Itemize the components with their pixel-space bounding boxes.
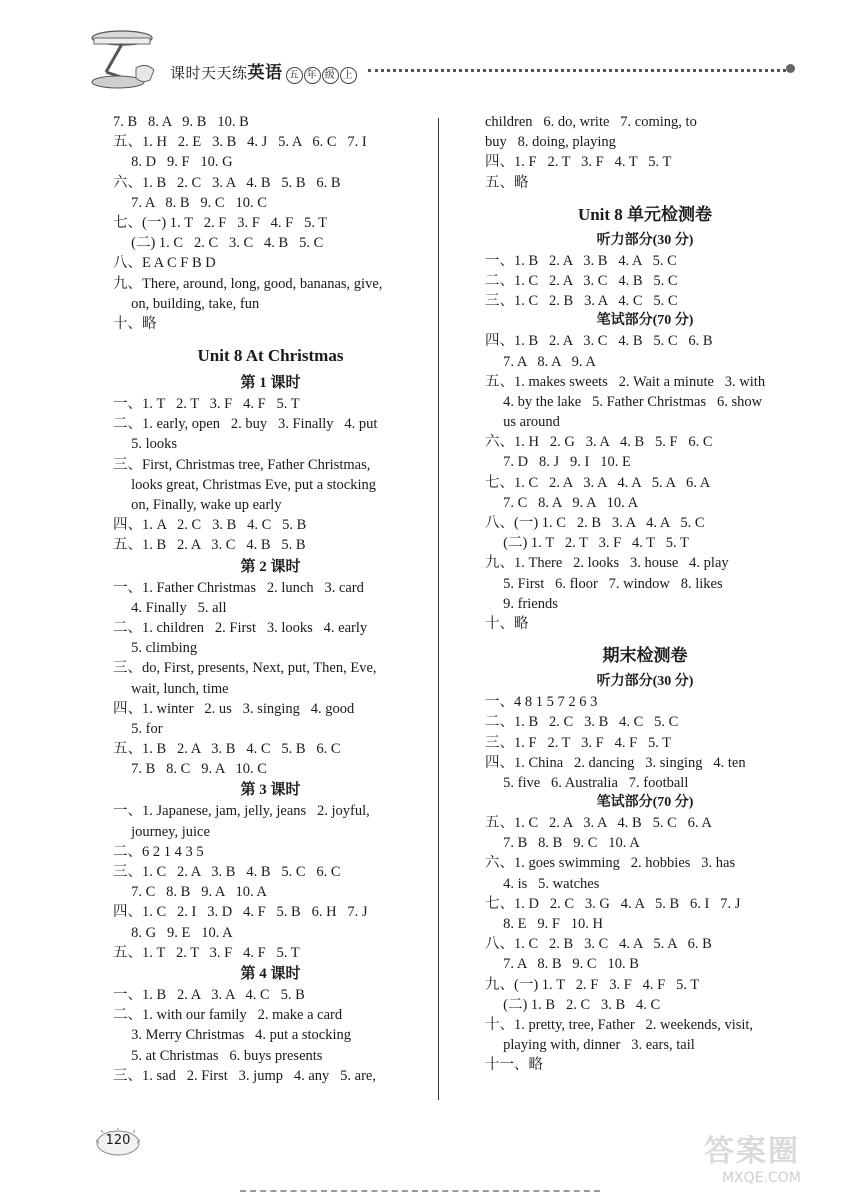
answer-line: 7. B 8. C 9. A 10. C [113, 761, 267, 778]
answer-line: 一、1. B 2. A 3. A 4. C 5. B [113, 986, 305, 1003]
answer-line: 一、1. Japanese, jam, jelly, jeans 2. joyful, [113, 803, 370, 820]
answer-line: 4. is 5. watches [485, 875, 600, 892]
answer-line: on, Finally, wake up early [113, 497, 282, 513]
answer-line: 三、1. C 2. A 3. B 4. B 5. C 6. C [113, 864, 341, 880]
answer-line: (二) 1. B 2. C 3. B 4. C [485, 996, 661, 1013]
answer-line: 三、First, Christmas tree, Father Christmas, [113, 456, 371, 473]
answer-line: 一、4 8 1 5 7 2 6 3 [485, 694, 598, 711]
answer-line: 八、1. C 2. B 3. C 4. A 5. A 6. B [485, 936, 712, 953]
part-heading: 笔试部分(70 分) [596, 313, 694, 329]
lesson-heading: 第 2 课时 [240, 558, 301, 575]
answer-line: 九、(一) 1. T 2. F 3. F 4. F 5. T [485, 976, 700, 993]
answer-line: 5. at Christmas 6. buys presents [113, 1047, 323, 1064]
page-header [0, 0, 842, 100]
left-column [113, 112, 428, 1086]
answer-line: 5. climbing [113, 640, 198, 657]
answer-line: on, building, take, fun [113, 295, 260, 312]
answer-line: 7. A 8. B 9. C 10. B [485, 956, 639, 973]
watermark [700, 1126, 836, 1194]
answer-line: 5. First 6. floor 7. window 8. likes [485, 575, 723, 592]
answer-line: 一、1. Father Christmas 2. lunch 3. card [113, 579, 364, 596]
answer-line: 四、1. C 2. I 3. D 4. F 5. B 6. H 7. J [113, 904, 368, 921]
answer-line: 五、略 [485, 174, 529, 191]
answer-line: 九、There, around, long, good, bananas, give, [113, 275, 383, 292]
title-subject: 英语 [247, 63, 283, 83]
answer-line: playing with, dinner 3. ears, tail [485, 1037, 695, 1054]
answer-line: 7. C 8. B 9. A 10. A [113, 884, 267, 901]
answer-line: 五、1. C 2. A 3. A 4. B 5. C 6. A [485, 815, 712, 832]
answer-line: 三、1. F 2. T 3. F 4. F 5. T [485, 734, 672, 751]
part-heading: 听力部分(30 分) [596, 674, 694, 690]
answer-line: 七、1. D 2. C 3. G 4. A 5. B 6. I 7. J [485, 895, 741, 912]
answer-line: children 6. do, write 7. coming, to [485, 114, 697, 130]
bottom-edge-marks [240, 1190, 600, 1198]
answer-line: 四、1. A 2. C 3. B 4. C 5. B [113, 517, 307, 534]
section-title: Unit 8 单元检测卷 [577, 204, 713, 224]
answer-line: 八、E A C F B D [113, 255, 216, 272]
answer-line: 二、1. C 2. A 3. C 4. B 5. C [485, 272, 678, 289]
answer-line: buy 8. doing, playing [485, 134, 616, 151]
header-rule-end-dot [786, 64, 795, 73]
answer-line: 一、1. T 2. T 3. F 4. F 5. T [113, 396, 300, 413]
answer-line: 四、1. China 2. dancing 3. singing 4. ten [485, 754, 746, 771]
answer-line: 四、1. winter 2. us 3. singing 4. good [113, 700, 355, 717]
answer-line: 三、do, First, presents, Next, put, Then, Eve, [113, 660, 377, 677]
answer-line: 二、1. B 2. C 3. B 4. C 5. C [485, 714, 679, 731]
answer-line: 十、1. pretty, tree, Father 2. weekends, visit, [485, 1016, 754, 1033]
answer-line: 二、1. early, open 2. buy 3. Finally 4. put [113, 416, 378, 433]
watermark-url: MXQE.COM [722, 1170, 801, 1186]
answer-line: 8. E 9. F 10. H [485, 916, 604, 932]
answer-line: 十、略 [485, 615, 529, 632]
answer-line: 十、略 [113, 315, 157, 332]
answer-line: 三、1. C 2. B 3. A 4. C 5. C [485, 293, 678, 310]
page-number-badge [95, 1128, 141, 1158]
book-title [170, 58, 357, 84]
answer-line: 五、1. H 2. E 3. B 4. J 5. A 6. C 7. I [113, 134, 367, 151]
answer-line: 六、1. B 2. C 3. A 4. B 5. B 6. B [113, 174, 341, 191]
grade-char: 上 [340, 67, 357, 84]
part-heading: 笔试部分(70 分) [596, 795, 694, 811]
answer-line: 五、1. makes sweets 2. Wait a minute 3. with [485, 373, 766, 390]
answer-line: 4. Finally 5. all [113, 599, 227, 616]
answer-line: (二) 1. C 2. C 3. C 4. B 5. C [113, 235, 324, 252]
answer-line: 十一、略 [485, 1057, 543, 1074]
answer-line: 3. Merry Christmas 4. put a stocking [113, 1027, 352, 1044]
watermark-text: 答案圈 [704, 1134, 800, 1169]
answer-line: (二) 1. T 2. T 3. F 4. T 5. T [485, 535, 689, 552]
answer-line: 7. D 8. J 9. I 10. E [485, 454, 631, 471]
part-heading: 听力部分(30 分) [596, 232, 694, 248]
lesson-heading: 第 4 课时 [240, 965, 301, 982]
grade-badges [285, 64, 357, 84]
answer-line: 7. C 8. A 9. A 10. A [485, 494, 639, 511]
answer-line: 二、1. with our family 2. make a card [113, 1007, 343, 1024]
answer-line: journey, juice [113, 823, 210, 840]
answer-line: 五、1. T 2. T 3. F 4. F 5. T [113, 944, 300, 961]
page-number: 120 [105, 1133, 131, 1148]
answer-line: 8. D 9. F 10. G [113, 154, 233, 171]
answer-line: 5. for [113, 720, 163, 737]
answer-line: 5. looks [113, 436, 178, 453]
lesson-heading: 第 3 课时 [240, 782, 301, 799]
answer-line: 二、1. children 2. First 3. looks 4. early [113, 619, 368, 636]
section-title: 期末检测卷 [602, 646, 688, 666]
answer-line: looks great, Christmas Eve, put a stocking [113, 476, 376, 493]
answer-line: 五、1. B 2. A 3. B 4. C 5. B 6. C [113, 741, 341, 758]
answer-line: 一、1. B 2. A 3. B 4. A 5. C [485, 252, 677, 269]
answer-line: 7. A 8. B 9. C 10. C [113, 194, 267, 211]
answer-line: 8. G 9. E 10. A [113, 924, 233, 941]
answer-line: 六、1. goes swimming 2. hobbies 3. has [485, 855, 736, 872]
answer-line: 7. B 8. A 9. B 10. B [113, 114, 249, 130]
right-column [485, 112, 805, 1076]
answer-line: 四、1. F 2. T 3. F 4. T 5. T [485, 154, 672, 171]
answer-line: 四、1. B 2. A 3. C 4. B 5. C 6. B [485, 333, 713, 350]
answer-line: 二、6 2 1 4 3 5 [113, 843, 204, 860]
answer-line: 八、(一) 1. C 2. B 3. A 4. A 5. C [485, 515, 705, 531]
desk-lamp-icon [84, 28, 160, 90]
column-divider [438, 118, 439, 1100]
answer-line: 七、(一) 1. T 2. F 3. F 4. F 5. T [113, 214, 328, 231]
title-prefix: 课时天天练 [170, 64, 248, 82]
answer-line: 7. A 8. A 9. A [485, 353, 596, 370]
answer-line: us around [485, 414, 560, 431]
grade-char: 级 [322, 67, 339, 84]
answer-line: 七、1. C 2. A 3. A 4. A 5. A 6. A [485, 474, 711, 491]
answer-line: 九、1. There 2. looks 3. house 4. play [485, 555, 729, 572]
lesson-heading: 第 1 课时 [240, 375, 301, 392]
answer-line: 9. friends [485, 595, 558, 612]
answer-line: 7. B 8. B 9. C 10. A [485, 835, 640, 852]
answer-line: 4. by the lake 5. Father Christmas 6. show [485, 393, 763, 410]
section-title: Unit 8 At Christmas [197, 346, 344, 366]
answer-line: 六、1. H 2. G 3. A 4. B 5. F 6. C [485, 434, 713, 451]
answer-line: 5. five 6. Australia 7. football [485, 774, 689, 791]
header-dotted-rule [368, 69, 786, 72]
grade-char: 年 [304, 67, 321, 84]
answer-line: 三、1. sad 2. First 3. jump 4. any 5. are, [113, 1067, 376, 1084]
answer-line: 五、1. B 2. A 3. C 4. B 5. B [113, 537, 306, 554]
grade-char: 五 [286, 67, 303, 84]
answer-line: wait, lunch, time [113, 680, 229, 697]
